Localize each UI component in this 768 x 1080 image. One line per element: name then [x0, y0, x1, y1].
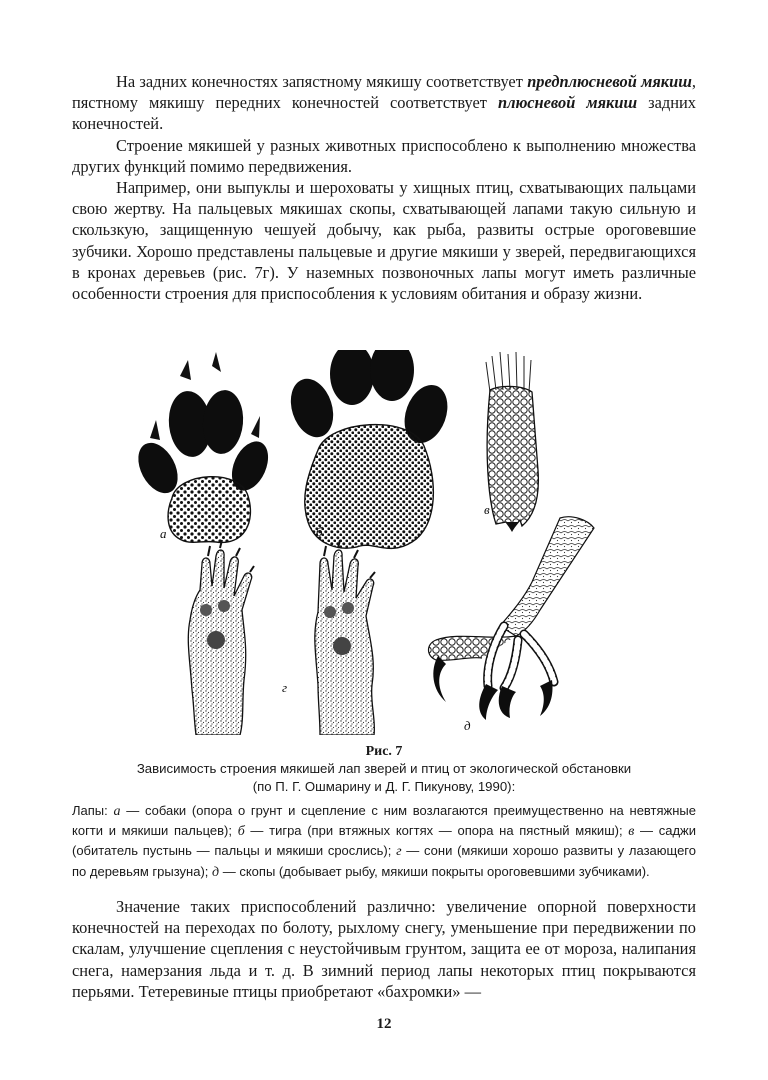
term-metatarsal-pad: плюсневой мякиш: [497, 93, 638, 113]
figure-label-g: г: [282, 680, 288, 695]
body-text-bottom: [72, 896, 696, 1002]
figure-title-line-2: (по П. Г. Ошмарину и Д. Г. Пикунову, 1990):: [252, 778, 516, 794]
figure-legend: Лапы: а — собаки (опора о грунт и сцепление с ним возлагаются преимущественно на невтяжные когти и мякиши пальцев); б — тигра (при втяжных когтях — опора на пястный мякиш); в — саджи (обитатель пустынь — пальцы и мякиши срослись); г — сони (мякиши хорошо развиты у лазающего по деревьям грызуна); д — скопы (добывает рыбу, мякиши покрыты ороговевшими зубчиками).: [72, 803, 697, 880]
figure-label-b: б: [316, 524, 323, 539]
figure-7-illustration: [120, 350, 680, 735]
body-text-top: [72, 71, 696, 304]
figure-number: Рис. 7: [365, 744, 403, 759]
dormouse-paws-drawing: [188, 540, 375, 735]
figure-label-d: д: [464, 718, 471, 733]
tiger-paw-drawing: [284, 350, 455, 548]
paragraph-2: Строение мякишей у разных животных приспособлено к выполнению множества других функций помимо передвижения.: [72, 135, 696, 176]
dog-paw-drawing: [130, 352, 275, 542]
sandgrouse-foot-drawing: [484, 352, 538, 532]
figure-label-v: в: [484, 502, 490, 517]
paragraph-1: На задних конечностях запястному мякишу соответствует предплюсневой мякиш, пястному мякишу передних конечностей соответствует плюсневой мякиш задних конечностей.: [72, 72, 696, 134]
page-number: 12: [376, 1016, 392, 1032]
paragraph-3: Например, они выпуклы и шероховаты у хищных птиц, схватывающих пальцами свою жертву. На пальцевых мякишах скопы, схватывающей лапами такую сильную и скользкую, защищенную чешуей добычу, как рыба, развиты острые ороговевшие зубчики. Хорошо представлены пальцевые и другие мякиши у зверей, передвигающихся в кронах деревьев (рис. 7г). У наземных позвоночных лапы могут иметь различные особенности строения для приспособления к условиям обитания и образу жизни.: [72, 178, 696, 304]
figure-title-line-1: Зависимость строения мякишей лап зверей и птиц от экологической обстановки: [136, 761, 632, 776]
figure-label-a: а: [160, 526, 167, 541]
term-tarsal-pad: предплюсневой мякиш: [527, 72, 692, 91]
paragraph-4: Значение таких приспособлений различно: увеличение опорной поверхности конечностей на переходах по болоту, рыхлому снегу, уменьшение при передвижении по скалам, улучшение сцепления с неустойчивым грунтом, защита ее от мороза, налипания снега, намерзания льда и т. д. В зимний период лапы некоторых птиц покрываются перьями. Тетеревиные птицы приобретают «бахромки» —: [72, 897, 696, 1001]
figure-title: [72, 760, 696, 795]
osprey-foot-drawing: [429, 517, 595, 733]
